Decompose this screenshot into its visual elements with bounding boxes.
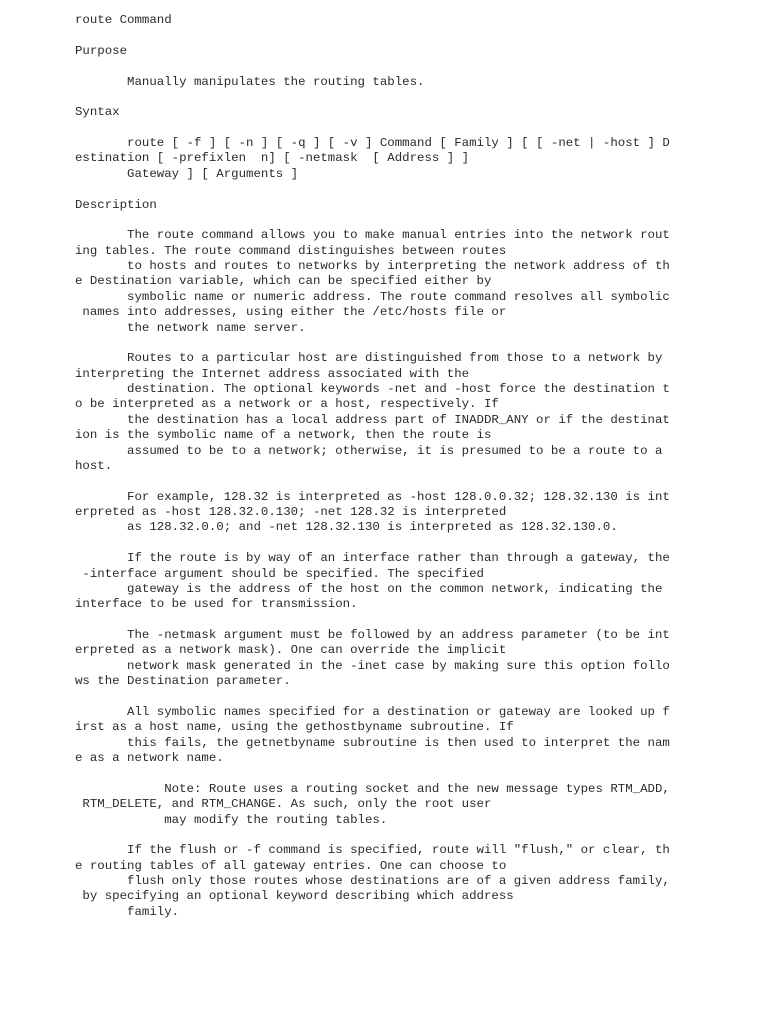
document-line: may modify the routing tables. <box>75 812 388 827</box>
document-line <box>75 536 670 551</box>
document-line: names into addresses, using either the /etc/hosts file or <box>75 305 507 320</box>
document-line: Syntax <box>75 105 120 120</box>
document-line: e Destination variable, which can be specified either by <box>75 274 492 289</box>
document-line <box>75 121 670 136</box>
document-line: this fails, the getnetbyname subroutine is then used to interpret the nam <box>75 735 670 750</box>
document-line: as 128.32.0.0; and -net 128.32.130 is interpreted as 128.32.130.0. <box>75 520 618 535</box>
document-line: interface to be used for transmission. <box>75 597 358 612</box>
document-line: estination [ -prefixlen n] [ -netmask [ Address ] ] <box>75 151 470 166</box>
document-line: o be interpreted as a network or a host, respectively. If <box>75 397 499 412</box>
document-line: route Command <box>75 13 172 27</box>
document-line: by specifying an optional keyword describing which address <box>75 889 514 904</box>
document-line: network mask generated in the -inet case by making sure this option follo <box>75 658 670 673</box>
document-line: Gateway ] [ Arguments ] <box>75 166 299 181</box>
document-line: -interface argument should be specified. The specified <box>75 566 484 581</box>
document-line <box>75 690 670 705</box>
document-line: flush only those routes whose destinations are of a given address family, <box>75 874 670 888</box>
document-line: Routes to a particular host are distinguished from those to a network by <box>75 351 663 366</box>
document-line <box>75 59 670 74</box>
document-line <box>75 474 670 489</box>
document-line: erpreted as a network mask). One can override the implicit <box>75 643 507 658</box>
document-line: RTM_DELETE, and RTM_CHANGE. As such, only the root user <box>75 797 492 812</box>
document-line: the destination has a local address part of INADDR_ANY or if the destinat <box>75 412 670 427</box>
document-line: For example, 128.32 is interpreted as -host 128.0.0.32; 128.32.130 is int <box>75 489 670 504</box>
document-line <box>75 90 670 105</box>
document-line: Note: Route uses a routing socket and the new message types RTM_ADD, <box>75 781 670 796</box>
document-line: destination. The optional keywords -net and -host force the destination t <box>75 382 670 396</box>
document-line: gateway is the address of the host on the common network, indicating the <box>75 581 663 596</box>
document-line <box>75 828 670 843</box>
document-line: host. <box>75 458 113 473</box>
document-line: the network name server. <box>75 320 306 335</box>
document-line: to hosts and routes to networks by interpreting the network address of th <box>75 259 670 273</box>
document-line <box>75 213 670 228</box>
document-line: e routing tables of all gateway entries. One can choose to <box>75 858 507 873</box>
document-line: Manually manipulates the routing tables. <box>75 74 425 89</box>
document-line: erpreted as -host 128.32.0.130; -net 128.32 is interpreted <box>75 505 507 519</box>
document-line: The -netmask argument must be followed by an address parameter (to be int <box>75 628 670 642</box>
document-line: route [ -f ] [ -n ] [ -q ] [ -v ] Command [ Family ] [ [ -net | -host ] D <box>75 136 670 150</box>
document-line: ion is the symbolic name of a network, then the route is <box>75 428 492 443</box>
document-line: If the flush or -f command is specified, route will "flush," or clear, th <box>75 843 670 858</box>
document-line: ing tables. The route command distinguishes between routes <box>75 243 507 258</box>
document-line: family. <box>75 904 180 919</box>
document-body <box>75 13 670 920</box>
document-line: interpreting the Internet address associated with the <box>75 366 470 381</box>
document-line: ws the Destination parameter. <box>75 674 291 689</box>
document-line: assumed to be to a network; otherwise, it is presumed to be a route to a <box>75 443 663 458</box>
document-line <box>75 336 670 351</box>
document-line: symbolic name or numeric address. The route command resolves all symbolic <box>75 289 670 304</box>
document-line <box>75 613 670 628</box>
document-line: e as a network name. <box>75 751 224 765</box>
document-line: Description <box>75 197 157 212</box>
document-line <box>75 182 670 197</box>
document-line: If the route is by way of an interface rather than through a gateway, the <box>75 551 670 566</box>
document-line <box>75 28 670 43</box>
document-line: irst as a host name, using the gethostbyname subroutine. If <box>75 720 514 735</box>
document-line: The route command allows you to make manual entries into the network rout <box>75 228 670 243</box>
document-line <box>75 766 670 781</box>
document-line: Purpose <box>75 43 128 58</box>
document-line: All symbolic names specified for a destination or gateway are looked up f <box>75 704 670 719</box>
